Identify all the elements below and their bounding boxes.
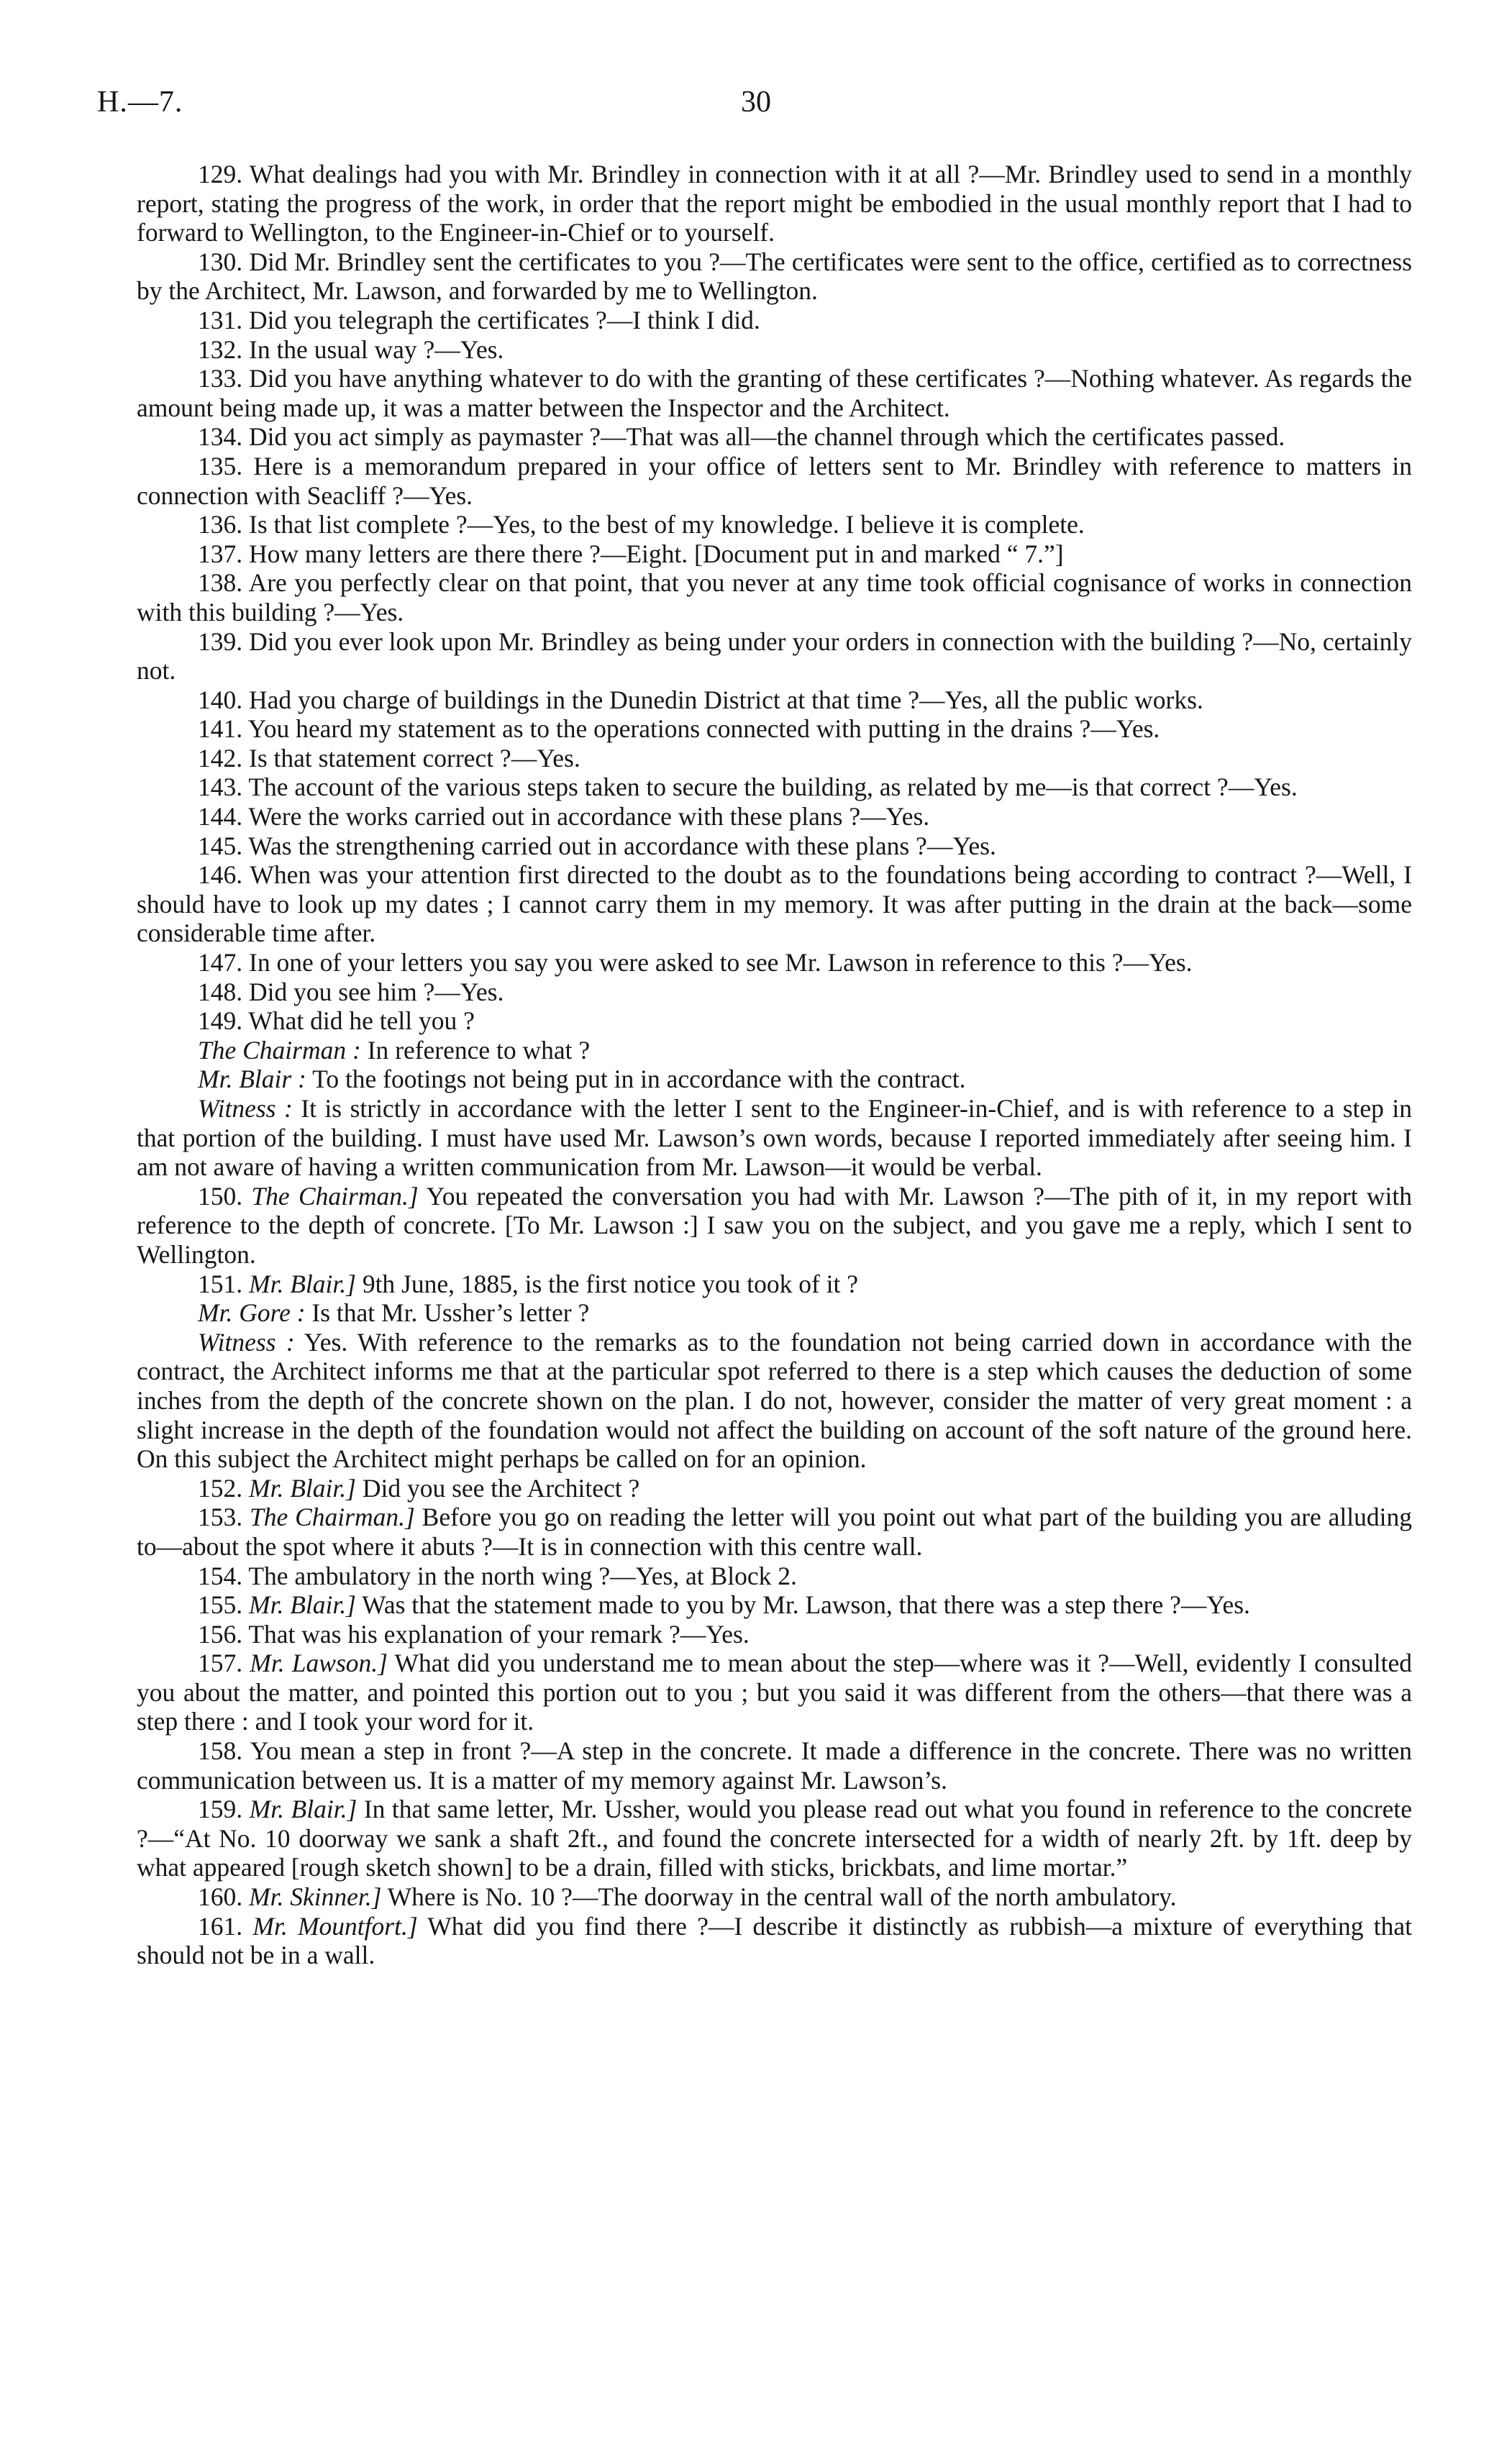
paragraph-text: In that same letter, Mr. Ussher, would you please read out what you found in reference to the concrete ?—“At No. 10 doorway we sank a shaft 2ft., and found the concrete intersected for a width of nearly 2ft. by 1ft. deep by what appeared [rough sketch shown] to be a drain, filled with sticks, brickbats, and lime mortar.”: [137, 1795, 1413, 1882]
evidence-paragraph: [137, 510, 1412, 539]
paragraph-text: 154. The ambulatory in the north wing ?—Yes, at Block 2.: [198, 1561, 797, 1590]
paragraph-text: 134. Did you act simply as paymaster ?—That was all—the channel through which the certificates passed.: [198, 422, 1285, 452]
question-number: 159.: [198, 1795, 250, 1824]
paragraph-text: 137. How many letters are there there ?—Eight. [Document put in and marked “ 7.”]: [198, 539, 1064, 568]
evidence-paragraph: [137, 247, 1412, 306]
evidence-paragraph: [137, 1298, 1412, 1328]
evidence-paragraph: [137, 1270, 1412, 1299]
evidence-paragraph: [137, 1562, 1412, 1591]
question-number: 157.: [198, 1649, 250, 1678]
evidence-paragraph: [137, 831, 1412, 861]
paragraph-text: 135. Here is a memorandum prepared in your office of letters sent to Mr. Brindley with reference to matters in connection with Seacliff ?—Yes.: [137, 451, 1412, 510]
question-number: 155.: [198, 1590, 249, 1620]
speaker-name: The Chairman :: [198, 1035, 361, 1065]
evidence-paragraph: [137, 1736, 1412, 1795]
paragraph-text: 139. Did you ever look upon Mr. Brindley as being under your orders in connection with the building ?—No, certainly not.: [137, 626, 1412, 685]
paragraph-text: 130. Did Mr. Brindley sent the certificates to you ?—The certificates were sent to the office, certified as to correctness by the Architect, Mr. Lawson, and forwarded by me to Wellington.: [137, 247, 1412, 306]
evidence-paragraph: [137, 1590, 1412, 1620]
evidence-paragraph: [137, 1795, 1412, 1882]
paragraph-text: You repeated the conversation you had with Mr. Lawson ?—The pith of it, in my report with reference to the depth of concrete. [To Mr. Lawson :] I saw you on the subject, and you gave me a reply, which I sent to Wellington.: [137, 1181, 1413, 1269]
evidence-paragraph: [137, 1328, 1412, 1474]
speaker-name: Mr. Mountfort.]: [252, 1911, 418, 1941]
question-number: 151.: [198, 1269, 249, 1298]
paragraph-text: Yes. With reference to the remarks as to the foundation not being carried down in accordance with the contract, the Architect informs me that at the particular spot referred to there is a step which causes the deduction of some inches from the depth of the concrete shown on the plan. I do not, however, consider the matter of very great moment : a slight increase in the depth of the foundation would not affect the building on account of the soft nature of the ground here. On this subject the Architect might perhaps be called on for an opinion.: [137, 1327, 1412, 1474]
evidence-paragraph: [137, 1474, 1412, 1503]
evidence-paragraph: [137, 335, 1412, 365]
paragraph-text: 144. Were the works carried out in accordance with these plans ?—Yes.: [198, 802, 930, 831]
evidence-paragraph: [137, 627, 1412, 685]
paragraph-text: 142. Is that statement correct ?—Yes.: [198, 743, 580, 773]
paragraph-text: 129. What dealings had you with Mr. Brindley in connection with it at all ?—Mr. Brindley used to send in a monthly report, stating the progress of the work, in order that the report might be embodied in the usual monthly report that I had to forward to Wellington, to the Engineer-in-Chief or to yourself.: [137, 160, 1412, 247]
evidence-paragraph: [137, 306, 1412, 335]
paragraph-text: 9th June, 1885, is the first notice you took of it ?: [355, 1269, 859, 1298]
speaker-name: Mr. Blair.]: [249, 1269, 356, 1298]
evidence-paragraph: [137, 860, 1412, 948]
evidence-paragraph: [137, 773, 1412, 802]
paragraph-text: What did you understand me to mean about the step—where was it ?—Well, evidently I consulted you about the matter, and pointed this portion out to you ; but you said it was different from the others—that there was a step there : and I took your word for it.: [137, 1649, 1413, 1736]
paragraph-text: 133. Did you have anything whatever to do with the granting of these certificates ?—Nothing whatever. As regards the amount being made up, it was a matter between the Inspector and the Architect.: [137, 364, 1412, 422]
evidence-paragraph: [137, 744, 1412, 773]
evidence-paragraph: [137, 714, 1412, 744]
question-number: 150.: [198, 1181, 252, 1211]
evidence-paragraph: [137, 685, 1412, 715]
evidence-paragraph: [137, 1912, 1412, 1970]
evidence-paragraph: [137, 978, 1412, 1007]
evidence-paragraph: [137, 1006, 1412, 1036]
evidence-paragraph: [137, 1094, 1412, 1182]
speaker-name: Witness :: [198, 1094, 293, 1123]
document-reference: H.—7.: [97, 86, 183, 119]
evidence-paragraph: [137, 1620, 1412, 1649]
paragraph-text: What did you find there ?—I describe it distinctly as rubbish—a mixture of everything that should not be in a wall.: [137, 1911, 1412, 1970]
speaker-name: Mr. Skinner.]: [249, 1882, 382, 1912]
paragraph-text: Was that the statement made to you by Mr. Lawson, that there was a step there ?—Yes.: [355, 1590, 1250, 1620]
paragraph-text: 158. You mean a step in front ?—A step in the concrete. It made a difference in the concrete. There was no written communication between us. It is a matter of my memory against Mr. Lawson’s.: [137, 1736, 1412, 1795]
paragraph-text: 140. Had you charge of buildings in the Dunedin District at that time ?—Yes, all the public works.: [198, 685, 1203, 714]
paragraph-text: 132. In the usual way ?—Yes.: [198, 334, 504, 364]
paragraph-text: 138. Are you perfectly clear on that point, that you never at any time took official cognisance of works in connection with this building ?—Yes.: [137, 568, 1412, 626]
evidence-text: [137, 160, 1412, 1970]
paragraph-text: 156. That was his explanation of your remark ?—Yes.: [198, 1619, 750, 1649]
speaker-name: Mr. Gore :: [198, 1298, 306, 1328]
paragraph-text: Before you go on reading the letter will you point out what part of the building you are alluding to—about the spot where it abuts ?—It is in connection with this centre wall.: [137, 1503, 1412, 1561]
evidence-paragraph: [137, 452, 1412, 510]
evidence-paragraph: [137, 568, 1412, 626]
evidence-paragraph: [137, 1882, 1412, 1912]
evidence-paragraph: [137, 422, 1412, 452]
speaker-name: Witness :: [198, 1327, 295, 1357]
paragraph-text: 148. Did you see him ?—Yes.: [198, 977, 504, 1006]
speaker-name: Mr. Blair.]: [249, 1795, 357, 1824]
speaker-name: The Chairman.]: [250, 1503, 415, 1532]
paragraph-text: 147. In one of your letters you say you were asked to see Mr. Lawson in reference to this ?—Yes.: [198, 948, 1193, 978]
paragraph-text: Did you see the Architect ?: [355, 1473, 640, 1503]
evidence-paragraph: [137, 802, 1412, 831]
paragraph-text: 143. The account of the various steps taken to secure the building, as related by me—is that correct ?—Yes.: [198, 773, 1298, 802]
evidence-paragraph: [137, 1036, 1412, 1065]
paragraph-text: Where is No. 10 ?—The doorway in the central wall of the north ambulatory.: [381, 1882, 1177, 1912]
paragraph-text: 141. You heard my statement as to the operations connected with putting in the drains ?—Yes.: [198, 714, 1160, 744]
question-number: 153.: [198, 1503, 250, 1532]
question-number: 160.: [198, 1882, 249, 1912]
paragraph-text: It is strictly in accordance with the letter I sent to the Engineer-in-Chief, and is with reference to a step in that portion of the building. I must have used Mr. Lawson’s own words, because I reported immediately after seeing him. I am not aware of having a written communication from Mr. Lawson—it would be verbal.: [137, 1094, 1412, 1182]
evidence-paragraph: [137, 1065, 1412, 1094]
speaker-name: Mr. Blair.]: [249, 1473, 356, 1503]
speaker-name: Mr. Lawson.]: [250, 1649, 388, 1678]
paragraph-text: 136. Is that list complete ?—Yes, to the best of my knowledge. I believe it is complete.: [198, 510, 1085, 539]
speaker-name: The Chairman.]: [251, 1181, 419, 1211]
evidence-paragraph: [137, 1649, 1412, 1736]
evidence-paragraph: [137, 1503, 1412, 1561]
paragraph-text: To the footings not being put in in accordance with the contract.: [306, 1065, 966, 1094]
evidence-paragraph: [137, 160, 1412, 247]
speaker-name: Mr. Blair.]: [249, 1590, 356, 1620]
speaker-name: Mr. Blair :: [198, 1065, 306, 1094]
paragraph-text: 149. What did he tell you ?: [198, 1006, 475, 1036]
paragraph-text: In reference to what ?: [360, 1035, 591, 1065]
evidence-paragraph: [137, 364, 1412, 422]
evidence-paragraph: [137, 1182, 1412, 1270]
paragraph-text: 131. Did you telegraph the certificates ?—I think I did.: [198, 305, 760, 334]
evidence-paragraph: [137, 539, 1412, 569]
question-number: 152.: [198, 1473, 249, 1503]
paragraph-text: 146. When was your attention first directed to the doubt as to the foundations being according to contract ?—Well, I should have to look up my dates ; I cannot carry them in my memory. It was after putting in the drain at the back—some considerable time after.: [137, 860, 1412, 948]
question-number: 161.: [198, 1911, 253, 1941]
evidence-paragraph: [137, 948, 1412, 978]
page-number: 30: [741, 86, 771, 119]
paragraph-text: Is that Mr. Ussher’s letter ?: [305, 1298, 590, 1328]
paragraph-text: 145. Was the strengthening carried out in accordance with these plans ?—Yes.: [198, 831, 996, 860]
